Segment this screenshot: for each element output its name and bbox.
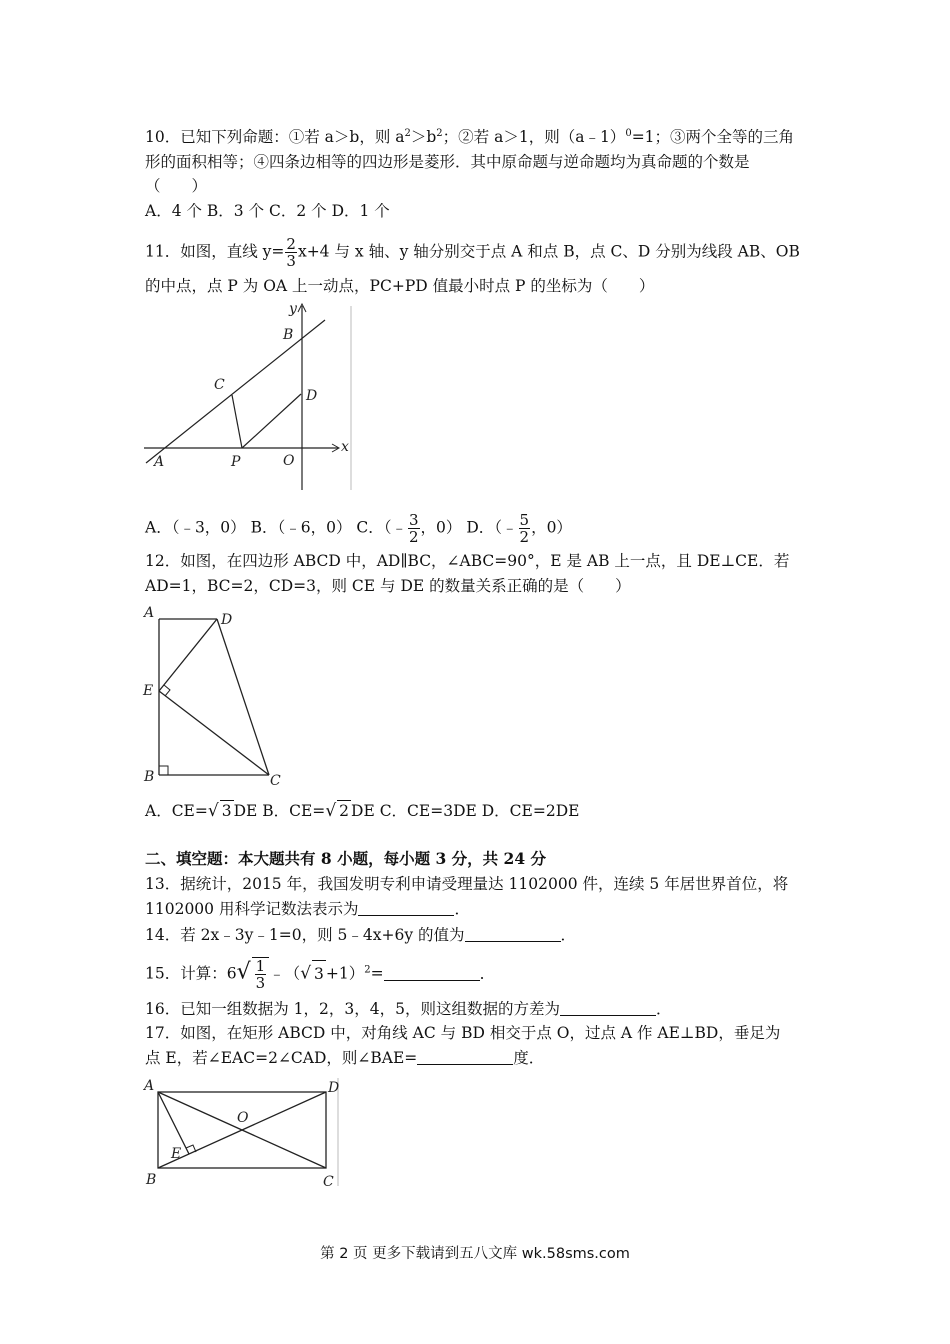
- label-y: y: [289, 301, 297, 317]
- label-o: O: [283, 453, 295, 469]
- q16-text: 16．已知一组数据为 1，2，3，4，5，则这组数据的方差为: [145, 1000, 560, 1018]
- q10-text: =1；③两个全等的三角: [631, 128, 795, 146]
- q14-line1: [145, 925, 576, 945]
- q10-text: ＞b: [410, 128, 437, 146]
- section-title: 二、填空题：本大题共有 8 小题，每小题 3 分，共 24 分: [145, 849, 547, 868]
- label-d: D: [306, 388, 318, 404]
- q15-end: ．: [479, 964, 496, 983]
- q10-text: ；②若 a＞1，则（a﹣1）: [442, 128, 626, 146]
- q11-option-text: A．（﹣3，0） B．（﹣6，0） C．（﹣: [145, 518, 407, 537]
- q17-line1: 17．如图，在矩形 ABCD 中，对角线 AC 与 BD 相交于点 O，过点 A 作 AE⊥BD，垂足为: [145, 1024, 781, 1042]
- q10-text: 10．已知下列命题：①若 a＞b，则 a: [145, 128, 405, 146]
- label-b: B: [146, 1172, 157, 1188]
- q17-text: 点 E，若∠EAC=2∠CAD，则∠BAE=: [145, 1049, 418, 1067]
- q12-option-text: DE C．CE=3DE D．CE=2DE: [351, 802, 580, 820]
- label-c: C: [323, 1174, 334, 1190]
- q14-end: ．: [560, 926, 577, 944]
- fraction-numerator: 3: [409, 511, 419, 529]
- label-b: B: [144, 769, 155, 785]
- q10-options: A．4 个 B．3 个 C．2 个 D．1 个: [145, 202, 390, 220]
- label-c: C: [214, 377, 225, 393]
- q11-text: 11．如图，直线 y=: [145, 242, 285, 261]
- q12-line1: 12．如图，在四边形 ABCD 中，AD∥BC，∠ABC=90°，E 是 AB 上一点，且 DE⊥CE．若: [145, 552, 790, 570]
- segment-dc: [217, 619, 269, 775]
- q17-end: 度．: [513, 1049, 545, 1067]
- label-d: D: [328, 1080, 340, 1096]
- radicand: 2: [339, 802, 350, 820]
- q11-fraction: [285, 236, 297, 269]
- segment-ed: [159, 619, 217, 691]
- q10-line3: （ ）: [145, 177, 208, 195]
- page-footer: 第 2 页 更多下载请到五八文库 wk.58sms.com: [320, 1246, 630, 1262]
- q10-line2: 形的面积相等；④四条边相等的四边形是菱形．其中原命题与逆命题均为真命题的个数是: [145, 153, 750, 171]
- q12-option-text: DE B．CE=: [233, 802, 326, 820]
- q15-text: +1）: [325, 964, 365, 983]
- radicand: 3: [312, 960, 326, 987]
- q15-sqrt-frac: [252, 957, 270, 991]
- label-e: E: [143, 683, 154, 699]
- sqrt-symbol: √: [207, 801, 219, 821]
- q11-figure: [142, 298, 357, 494]
- label-b: B: [283, 327, 294, 343]
- fraction-numerator: 2: [286, 235, 296, 253]
- right-angle-mark-b: [159, 766, 168, 775]
- fraction-denominator: 2: [409, 528, 419, 546]
- fraction-denominator: 2: [519, 528, 530, 546]
- label-a: A: [144, 1078, 155, 1094]
- label-e: E: [171, 1146, 182, 1162]
- q11-option-c-fraction: [408, 512, 420, 545]
- q10-sup: 0: [625, 128, 632, 139]
- q17-figure: [142, 1074, 347, 1194]
- answer-blank[interactable]: [560, 1001, 656, 1016]
- q10-sup: 2: [404, 128, 411, 139]
- q11-options: [145, 512, 572, 545]
- answer-blank[interactable]: [358, 901, 454, 916]
- q13-text: 1102000 用科学记数法表示为: [145, 900, 359, 918]
- answer-blank[interactable]: [417, 1050, 513, 1065]
- q12-line2: AD=1，BC=2，CD=3，则 CE 与 DE 的数量关系正确的是（ ）: [145, 577, 631, 595]
- label-a: A: [144, 605, 155, 621]
- q12-option-text: A．CE=: [145, 802, 208, 820]
- label-p: P: [231, 454, 241, 470]
- q15-text: ﹣（: [269, 964, 301, 983]
- segment-cp: [232, 395, 242, 448]
- label-x: x: [341, 439, 349, 455]
- q16-line1: [145, 999, 671, 1019]
- q11-option-text: ，0） D．（﹣: [420, 518, 518, 537]
- answer-blank[interactable]: [465, 927, 561, 942]
- q16-end: ．: [655, 1000, 672, 1018]
- q12-options: [145, 800, 579, 821]
- q11-option-d-fraction: [519, 512, 531, 545]
- fraction-denominator: 3: [255, 974, 266, 992]
- fraction-numerator: 1: [255, 957, 266, 975]
- fraction-denominator: 3: [286, 252, 296, 270]
- answer-blank[interactable]: [384, 966, 480, 981]
- q13-end: ．: [454, 900, 470, 918]
- label-d: D: [221, 612, 233, 628]
- segment-pd: [242, 394, 301, 448]
- right-angle-mark-e: [164, 685, 170, 696]
- q11-text: x+4 与 x 轴、y 轴分别交于点 A 和点 B，点 C、D 分别为线段 AB、OB: [297, 242, 800, 261]
- label-a: A: [154, 454, 165, 470]
- q15-sup: 2: [364, 964, 371, 976]
- q15-text: 15．计算：6: [145, 964, 237, 983]
- q10-line1: [145, 127, 794, 147]
- q15-eq: =: [370, 964, 384, 983]
- q11-option-text: ，0）: [531, 518, 572, 537]
- q13-line1: 13．据统计，2015 年，我国发明专利申请受理量达 1102000 件，连续 5 年居世界首位，将: [145, 875, 789, 893]
- radicand: 3: [221, 802, 232, 820]
- q15-fraction: [255, 958, 267, 991]
- q11-line1: [145, 236, 800, 269]
- sqrt-symbol: √: [325, 801, 337, 821]
- q12-figure: [142, 602, 292, 792]
- label-c: C: [270, 773, 281, 789]
- line-ab: [146, 320, 325, 463]
- q17-line2: [145, 1048, 544, 1068]
- q11-line2: 的中点，点 P 为 OA 上一动点，PC+PD 值最小时点 P 的坐标为（ ）: [145, 277, 655, 295]
- q10-sup: 2: [436, 128, 443, 139]
- fraction-numerator: 5: [519, 511, 530, 529]
- segment-ae: [158, 1092, 189, 1154]
- q13-line2: [145, 899, 470, 919]
- sqrt-symbol: √: [236, 959, 251, 985]
- segment-ec: [159, 691, 269, 775]
- label-o: O: [237, 1110, 249, 1126]
- q15-line1: [145, 957, 495, 991]
- q14-text: 14．若 2x﹣3y﹣1=0，则 5﹣4x+6y 的值为: [145, 926, 465, 944]
- sqrt-symbol: √: [300, 963, 312, 984]
